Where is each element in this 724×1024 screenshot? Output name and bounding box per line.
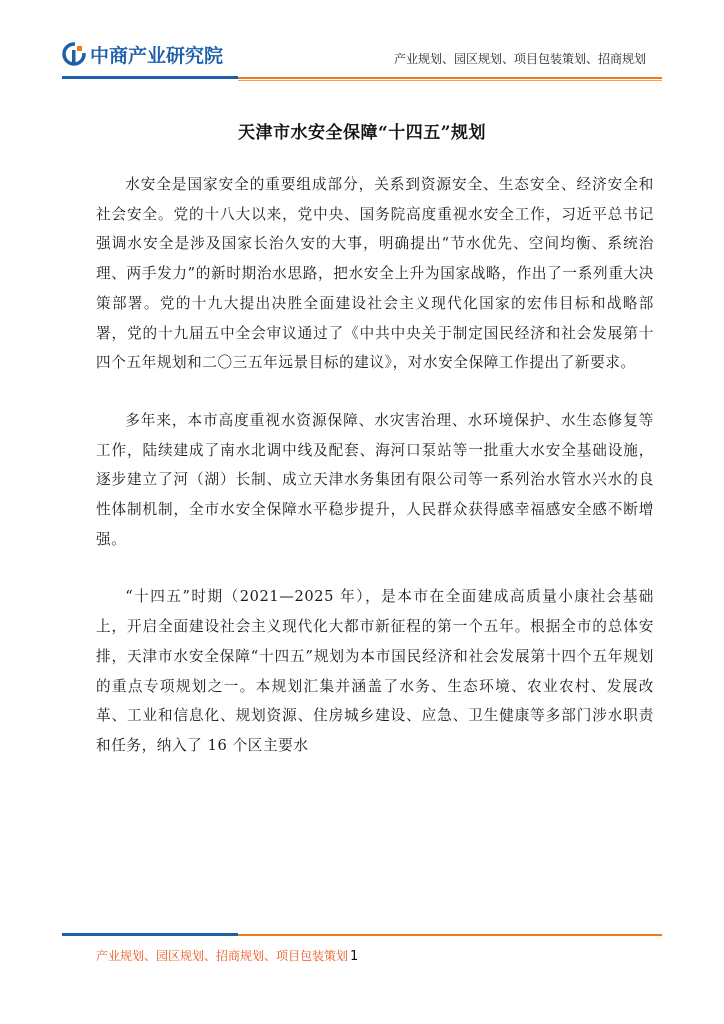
document-title: 天津市水安全保障“十四五”规划 [237,123,487,143]
footer-divider-blue [62,933,238,936]
footer-divider-orange [238,934,662,936]
paragraph: “十四五”时期（2021—2025 年），是本市在全面建成高质量小康社会基础上，开启全面建设社会主义现代化大都市新征程的第一个五年。根据全市的总体安排，天津市水安全保障“十四五”规划为本市国民经济和社会发展第十四个五年规划的重点专项规划之一。本规划汇集并涵盖了水务、生态环境、农业农村、发展改革、工业和信息化、规划资源、住房城乡建设、应急、卫生健康等多部门涉水职责和任务，纳入了 16 个区主要水 [96,588,654,754]
header-tagline: 产业规划、园区规划、项目包装策划、招商规划 [393,52,646,66]
document-body [96,170,654,789]
header-divider-blue [62,76,238,79]
paragraph: 多年来，本市高度重视水资源保障、水灾害治理、水环境保护、水生态修复等工作，陆续建成了南水北调中线及配套、海河口泵站等一批重大水安全基础设施，逐步建立了河（湖）长制、成立天津水务集团有限公司等一系列治水管水兴水的良性体制机制，全市水安全保障水平稳步提升，人民群众获得感幸福感安全感不断增强。 [96,411,654,548]
logo-icon [62,42,86,66]
header-divider-orange [238,77,662,79]
page-number: 1 [350,949,359,964]
paragraph: 水安全是国家安全的重要组成部分，关系到资源安全、生态安全、经济安全和社会安全。党的十八大以来，党中央、国务院高度重视水安全工作，习近平总书记强调水安全是涉及国家长治久安的大事，明确提出“节水优先、空间均衡、系统治理、两手发力”的新时期治水思路，把水安全上升为国家战略，作出了一系列重大决策部署。党的十九大提出决胜全面建设社会主义现代化国家的宏伟目标和战略部署，党的十九届五中全会审议通过了《中共中央关于制定国民经济和社会发展第十四个五年规划和二〇三五年远景目标的建议》，对水安全保障工作提出了新要求。 [96,176,654,372]
page-header [0,0,724,90]
footer-text: 产业规划、园区规划、招商规划、项目包装策划 [96,949,349,963]
page-footer [96,947,358,964]
logo-text: 中商产业研究院 [90,44,224,67]
header-divider-orange-thin [238,80,662,81]
logo [62,40,223,68]
